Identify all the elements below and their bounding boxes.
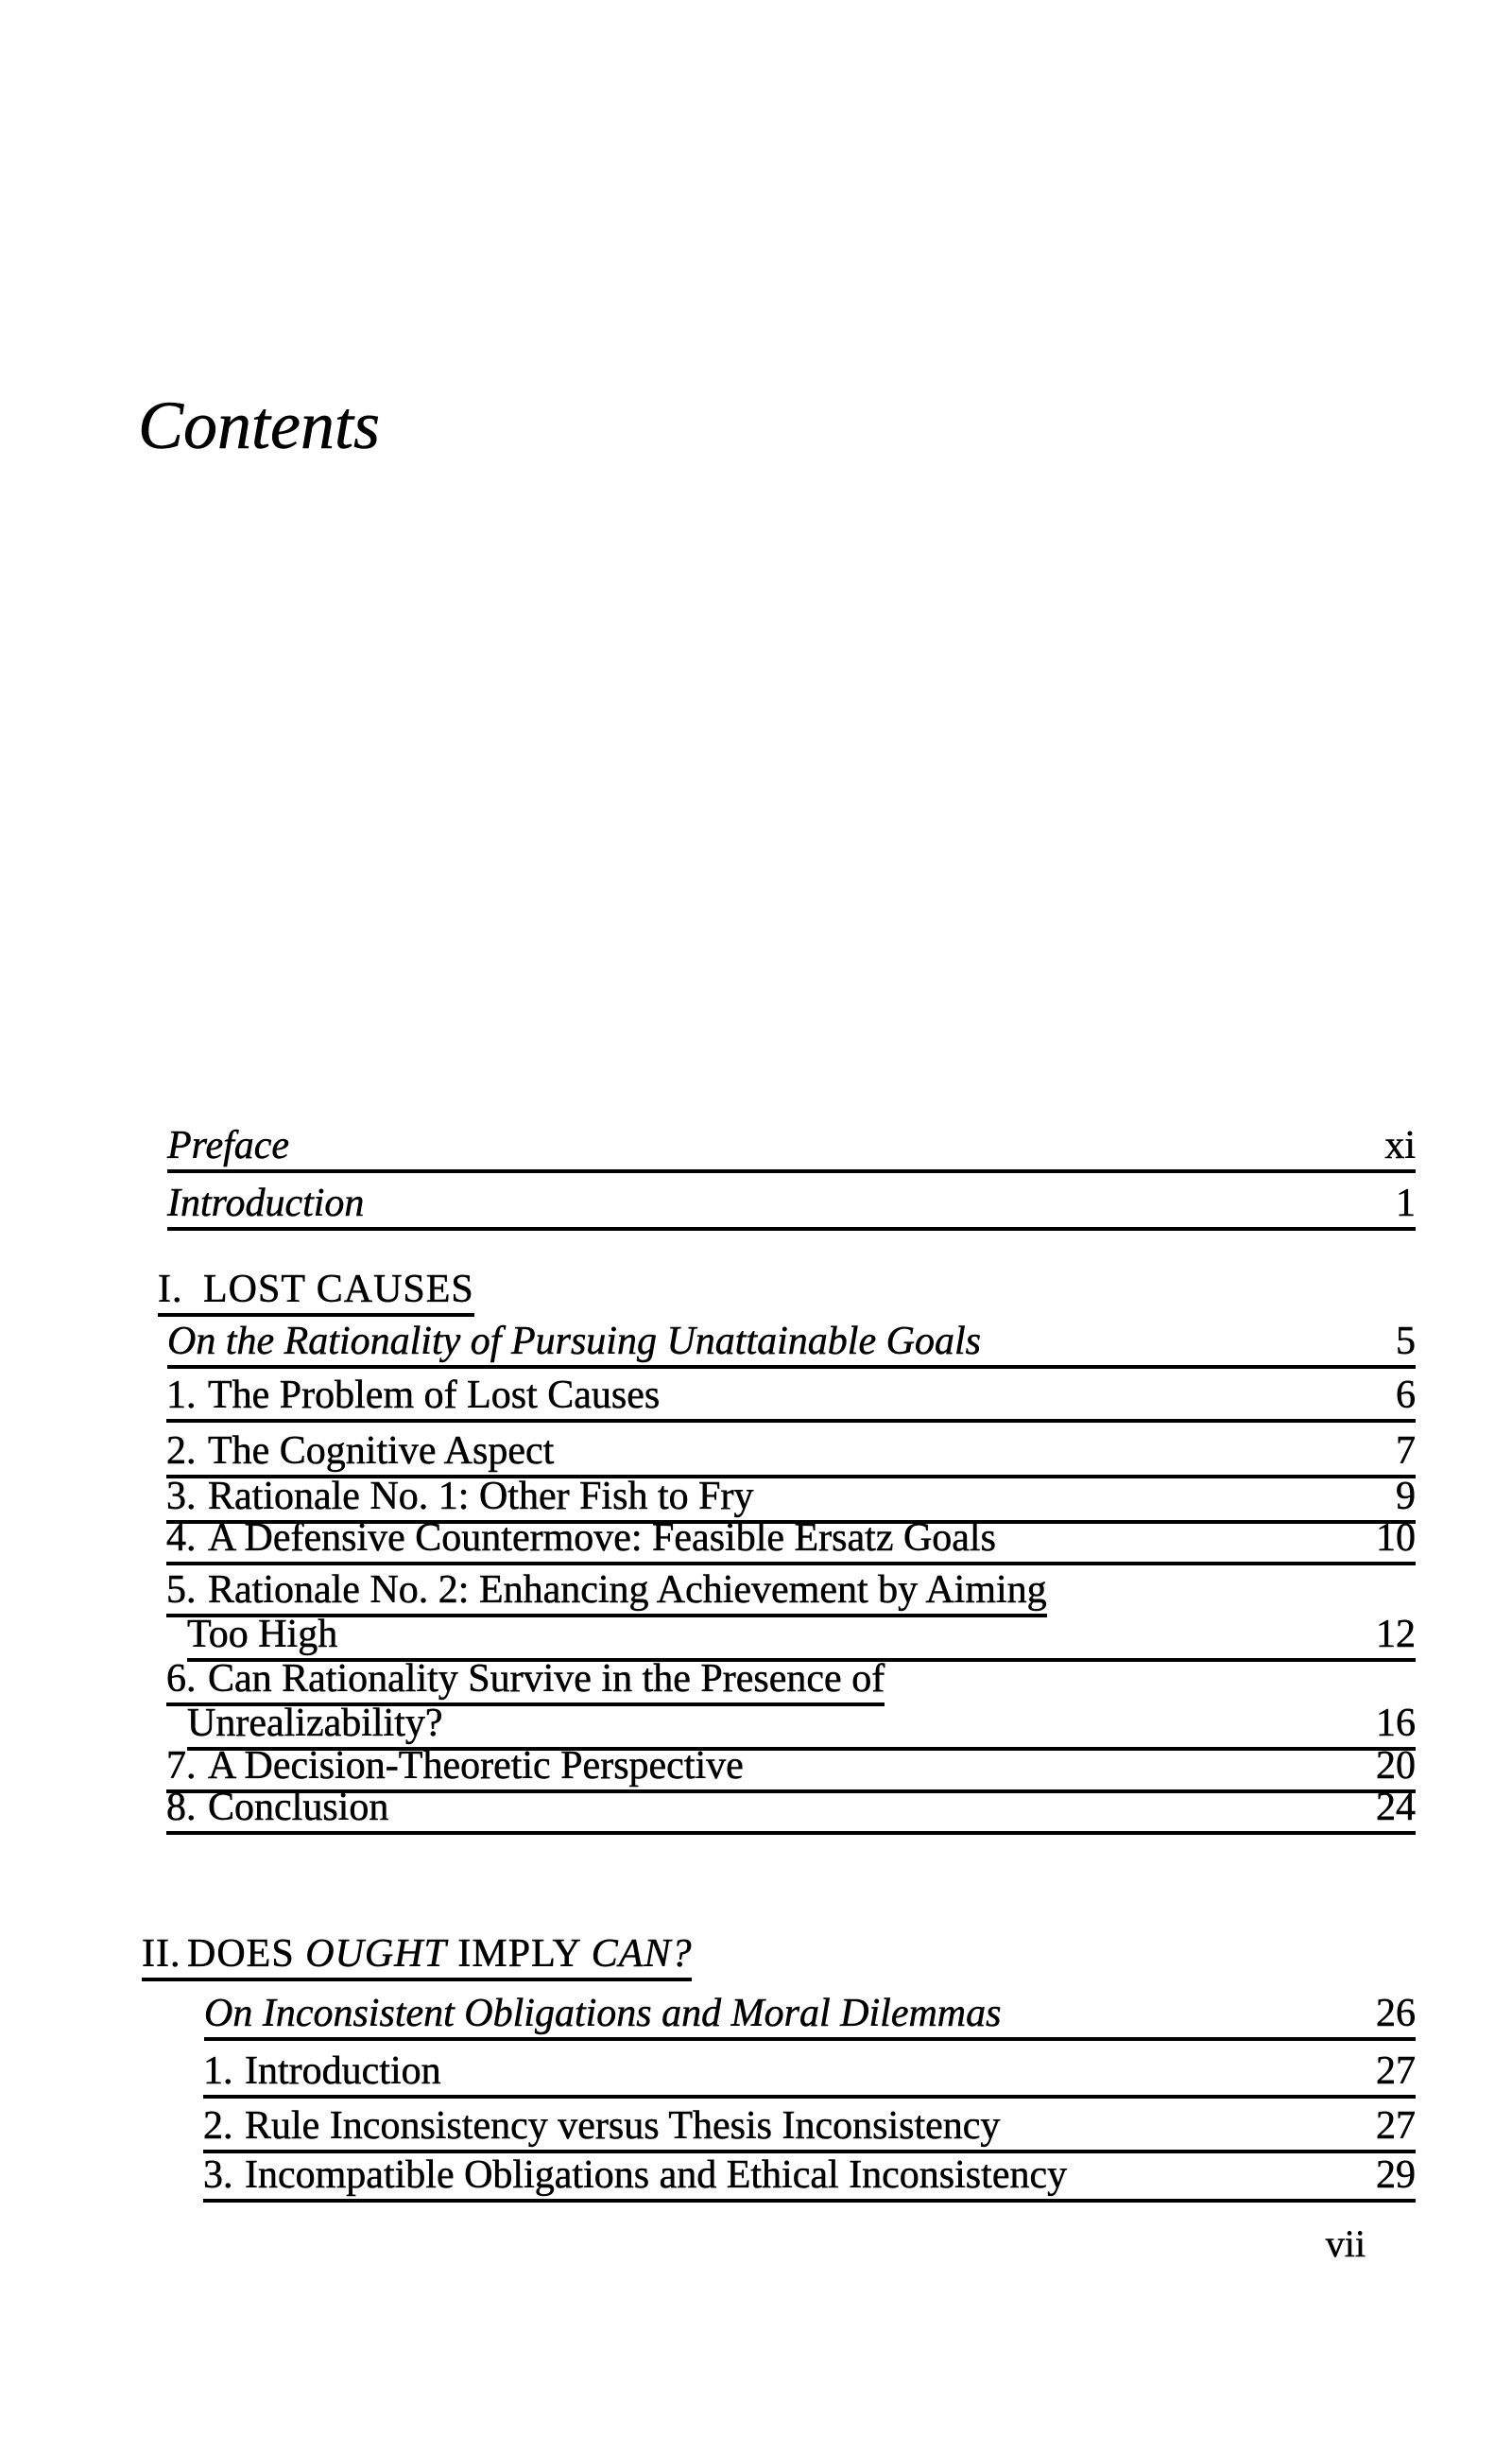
section-title: A Defensive Countermove: Feasible Ersatz Goals [208, 1516, 996, 1560]
chapter-2-heading: II. DOES OUGHT IMPLY CAN? [142, 1928, 1416, 1981]
toc-entry-introduction [167, 1178, 1416, 1231]
section-title-continued: Unrealizability? [187, 1702, 443, 1745]
toc-page: 16 [1376, 1702, 1416, 1745]
toc-page: 6 [1396, 1374, 1416, 1417]
section-title: Introduction [245, 2049, 441, 2093]
section-number: 2. [203, 2104, 233, 2148]
toc-page: 24 [1376, 1786, 1416, 1829]
chapter-heading-text: LOST CAUSES [203, 1268, 474, 1311]
toc-entry-section [166, 1782, 1416, 1835]
toc-page: 7 [1396, 1429, 1416, 1473]
section-number: 8. [166, 1786, 197, 1829]
chapter-subtitle-text: On Inconsistent Obligations and Moral Dilemmas [204, 1992, 1002, 2035]
section-title: A Decision-Theoretic Perspective [208, 1744, 744, 1788]
section-number: 6. [166, 1657, 197, 1701]
toc-page: 27 [1376, 2049, 1416, 2093]
toc-entry-section [203, 2046, 1416, 2099]
section-title-continued: Too High [187, 1613, 338, 1656]
toc-entry-section [166, 1370, 1416, 1423]
section-number: 3. [203, 2153, 233, 2197]
section-number: 4. [166, 1516, 197, 1560]
toc-page: 26 [1376, 1992, 1416, 2035]
section-number: 7. [166, 1744, 197, 1788]
page-title: Contents [138, 388, 381, 463]
toc-page: xi [1384, 1124, 1416, 1167]
section-number: 3. [166, 1475, 197, 1518]
page-number: vii [1325, 2222, 1366, 2265]
chapter-subtitle-text: On the Rationality of Pursuing Unattainable Goals [167, 1320, 981, 1363]
chapter-1-heading [158, 1264, 1416, 1317]
toc-entry-section [203, 2100, 1416, 2153]
section-number: 2. [166, 1429, 197, 1473]
toc-entry-section [166, 1512, 1416, 1565]
section-title: The Problem of Lost Causes [208, 1374, 661, 1417]
toc-page: 29 [1376, 2153, 1416, 2197]
toc-page: 12 [1376, 1613, 1416, 1656]
toc-entry-section [203, 2150, 1416, 2203]
section-title: Conclusion [208, 1786, 389, 1829]
toc-page: 5 [1396, 1320, 1416, 1363]
section-title: Rationale No. 2: Enhancing Achievement by Aiming [208, 1568, 1047, 1612]
chapter-1-subtitle [167, 1316, 1416, 1369]
toc-page: 20 [1376, 1744, 1416, 1788]
toc-page: 1 [1396, 1182, 1416, 1225]
chapter-numeral: II. [142, 1932, 181, 1976]
section-number: 1. [203, 2049, 233, 2093]
toc-label: Preface [167, 1124, 290, 1167]
section-title: Can Rationality Survive in the Presence of [208, 1657, 885, 1701]
section-title: Rule Inconsistency versus Thesis Inconsistency [245, 2104, 1001, 2148]
section-title: Rationale No. 1: Other Fish to Fry [208, 1475, 754, 1518]
toc-entry-preface [167, 1120, 1416, 1173]
toc-label: Introduction [167, 1182, 365, 1225]
section-title: Incompatible Obligations and Ethical Inconsistency [245, 2153, 1068, 2197]
chapter-2-subtitle [204, 1988, 1416, 2041]
section-number: 1. [166, 1374, 197, 1417]
chapter-heading-text: DOES [187, 1932, 306, 1976]
toc-page: 9 [1396, 1475, 1416, 1518]
section-title: The Cognitive Aspect [208, 1429, 555, 1473]
chapter-numeral: I. [158, 1268, 183, 1311]
toc-page: 27 [1376, 2104, 1416, 2148]
toc-page: 10 [1376, 1516, 1416, 1560]
section-number: 5. [166, 1568, 197, 1612]
